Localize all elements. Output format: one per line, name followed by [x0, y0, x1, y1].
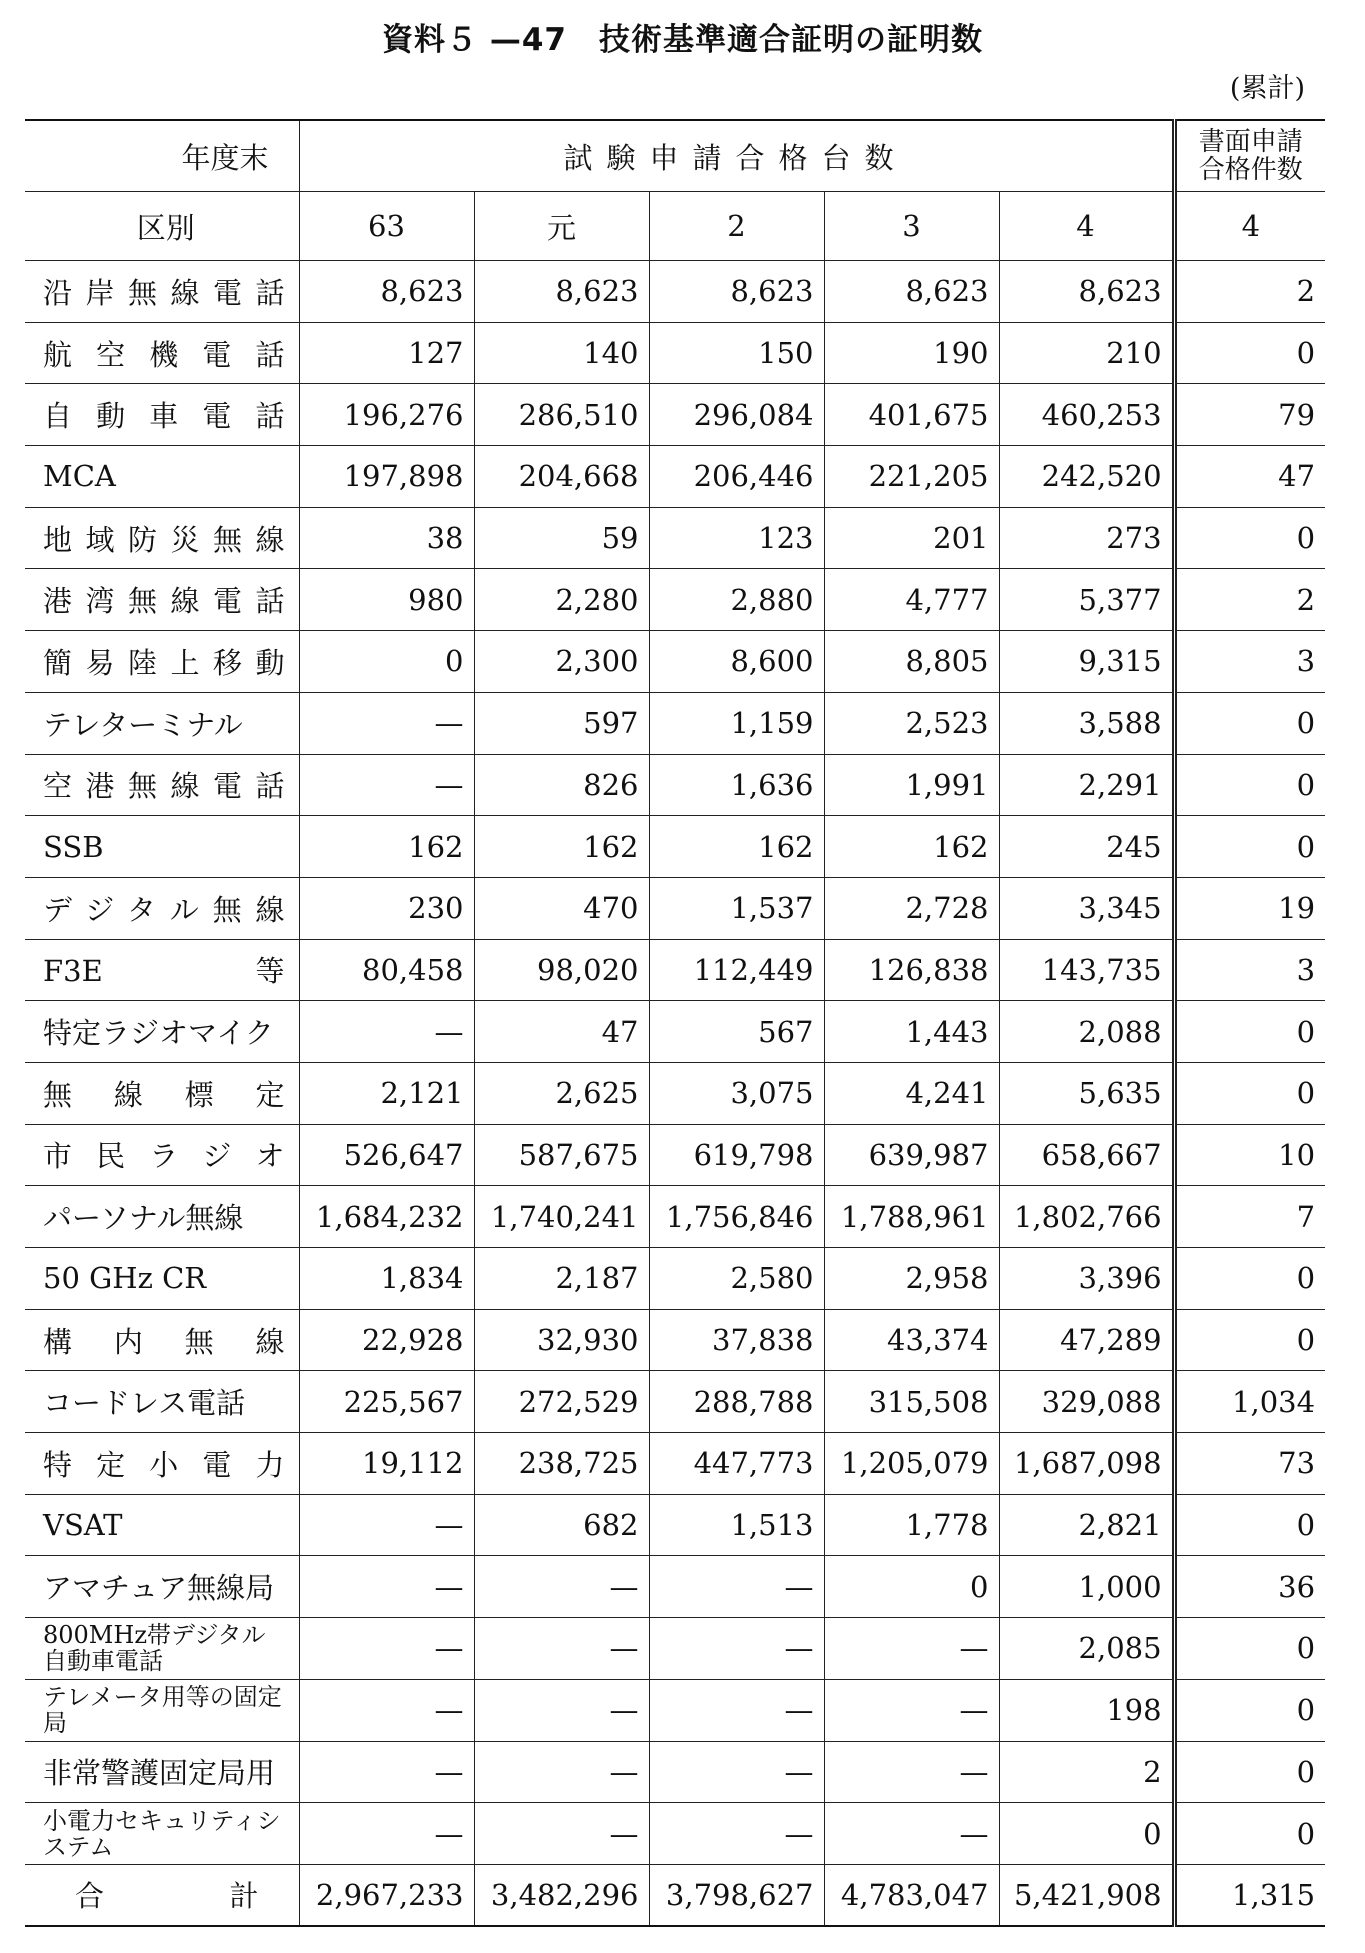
value-cell: 1,788,961: [824, 1186, 999, 1248]
value-cell: —: [824, 1741, 999, 1803]
value-cell: 639,987: [824, 1124, 999, 1186]
value-cell: 3,588: [999, 692, 1174, 754]
table-row: [25, 1001, 1325, 1063]
value-cell: 1,991: [824, 754, 999, 816]
value-cell: 3,075: [649, 1062, 824, 1124]
header-row-1: [25, 120, 1325, 192]
value-cell: 198: [999, 1679, 1174, 1741]
document-application-header-line1: 書面申請: [1198, 127, 1303, 157]
value-cell: 2,821: [999, 1494, 1174, 1556]
year-header: 2: [649, 192, 824, 261]
table-row: [25, 569, 1325, 631]
value-cell: 1,740,241: [474, 1186, 649, 1248]
value-cell: 3,396: [999, 1248, 1174, 1310]
value-cell: 5,377: [999, 569, 1174, 631]
document-count-cell: 0: [1174, 1062, 1325, 1124]
table-row: [25, 816, 1325, 878]
row-label: 沿岸無線電話: [25, 261, 299, 323]
row-label: 特定ラジオマイク: [25, 1001, 299, 1063]
test-application-header: 試験申請合格台数: [299, 120, 1174, 192]
value-cell: 0: [824, 1556, 999, 1618]
value-cell: 1,159: [649, 692, 824, 754]
row-label: アマチュア無線局: [25, 1556, 299, 1618]
value-cell: —: [299, 1803, 474, 1865]
document-count-cell: 0: [1174, 1803, 1325, 1865]
row-label: 地域防災無線: [25, 507, 299, 569]
value-cell: 2,958: [824, 1248, 999, 1310]
table-row: [25, 507, 1325, 569]
row-label: 航空機電話: [25, 322, 299, 384]
table-row: [25, 1556, 1325, 1618]
value-cell: 0: [999, 1803, 1174, 1865]
value-cell: 273: [999, 507, 1174, 569]
value-cell: 658,667: [999, 1124, 1174, 1186]
row-label: 無線標定: [25, 1062, 299, 1124]
value-cell: 196,276: [299, 384, 474, 446]
value-cell: —: [649, 1556, 824, 1618]
value-cell: 315,508: [824, 1371, 999, 1433]
document-count-cell: 0: [1174, 692, 1325, 754]
header-row-2: [25, 192, 1325, 261]
table-row: [25, 1248, 1325, 1310]
document-count-cell: 2: [1174, 261, 1325, 323]
document-count-cell: 47: [1174, 446, 1325, 508]
value-cell: 201: [824, 507, 999, 569]
value-cell: 190: [824, 322, 999, 384]
document-count-cell: 19: [1174, 877, 1325, 939]
value-cell: 1,834: [299, 1248, 474, 1310]
value-cell: 401,675: [824, 384, 999, 446]
value-cell: 2,291: [999, 754, 1174, 816]
year-header: 元: [474, 192, 649, 261]
year-end-header: 年度末: [25, 120, 299, 192]
category-header: 区別: [25, 192, 299, 261]
row-label: デジタル無線: [25, 877, 299, 939]
table-row: [25, 1618, 1325, 1680]
value-cell: 2,523: [824, 692, 999, 754]
value-cell: 296,084: [649, 384, 824, 446]
year-header: 4: [1174, 192, 1325, 261]
value-cell: 2,088: [999, 1001, 1174, 1063]
row-label: 小電力セキュリティシステム: [25, 1803, 299, 1865]
value-cell: 225,567: [299, 1371, 474, 1433]
document-count-cell: 7: [1174, 1186, 1325, 1248]
value-cell: 1,537: [649, 877, 824, 939]
value-cell: 447,773: [649, 1433, 824, 1495]
document-count-cell: 3: [1174, 631, 1325, 693]
total-cell: 2,967,233: [299, 1864, 474, 1926]
row-label: 空港無線電話: [25, 754, 299, 816]
certification-table: [25, 119, 1325, 1927]
row-label: SSB: [25, 816, 299, 878]
row-label: 50 GHz CR: [25, 1248, 299, 1310]
value-cell: 197,898: [299, 446, 474, 508]
row-label: VSAT: [25, 1494, 299, 1556]
value-cell: 98,020: [474, 939, 649, 1001]
value-cell: 2,280: [474, 569, 649, 631]
value-cell: —: [299, 1741, 474, 1803]
value-cell: —: [474, 1556, 649, 1618]
value-cell: —: [299, 1556, 474, 1618]
value-cell: 162: [299, 816, 474, 878]
document-count-cell: 0: [1174, 754, 1325, 816]
table-row: [25, 1679, 1325, 1741]
document-count-cell: 73: [1174, 1433, 1325, 1495]
document-count-cell: 0: [1174, 1248, 1325, 1310]
value-cell: 47,289: [999, 1309, 1174, 1371]
value-cell: —: [299, 1618, 474, 1680]
value-cell: 567: [649, 1001, 824, 1063]
value-cell: —: [299, 754, 474, 816]
value-cell: 162: [474, 816, 649, 878]
value-cell: 127: [299, 322, 474, 384]
total-cell: 4,783,047: [824, 1864, 999, 1926]
value-cell: 8,623: [299, 261, 474, 323]
value-cell: 8,623: [999, 261, 1174, 323]
document-count-cell: 0: [1174, 1001, 1325, 1063]
value-cell: 1,802,766: [999, 1186, 1174, 1248]
value-cell: 2,728: [824, 877, 999, 939]
table-row: [25, 1494, 1325, 1556]
total-label: 合計: [25, 1864, 299, 1926]
table-row: [25, 1371, 1325, 1433]
row-label: 構内無線: [25, 1309, 299, 1371]
row-label: 自動車電話: [25, 384, 299, 446]
value-cell: 0: [299, 631, 474, 693]
document-count-cell: 0: [1174, 322, 1325, 384]
table-row: [25, 1186, 1325, 1248]
value-cell: 1,756,846: [649, 1186, 824, 1248]
table-row: [25, 446, 1325, 508]
value-cell: 8,623: [824, 261, 999, 323]
value-cell: 47: [474, 1001, 649, 1063]
row-label: 港湾無線電話: [25, 569, 299, 631]
value-cell: —: [824, 1803, 999, 1865]
value-cell: 242,520: [999, 446, 1174, 508]
value-cell: —: [649, 1618, 824, 1680]
table-row: [25, 261, 1325, 323]
unit-note: (累計): [1229, 73, 1305, 104]
value-cell: —: [474, 1803, 649, 1865]
value-cell: 37,838: [649, 1309, 824, 1371]
document-count-cell: 1,034: [1174, 1371, 1325, 1433]
value-cell: 204,668: [474, 446, 649, 508]
value-cell: 2,085: [999, 1618, 1174, 1680]
value-cell: 9,315: [999, 631, 1174, 693]
row-label: コードレス電話: [25, 1371, 299, 1433]
value-cell: 245: [999, 816, 1174, 878]
total-cell: 3,798,627: [649, 1864, 824, 1926]
total-row: [25, 1864, 1325, 1926]
document-application-header: [1174, 120, 1325, 192]
value-cell: 206,446: [649, 446, 824, 508]
value-cell: —: [649, 1741, 824, 1803]
value-cell: —: [299, 692, 474, 754]
value-cell: 8,623: [474, 261, 649, 323]
value-cell: 526,647: [299, 1124, 474, 1186]
document-count-cell: 0: [1174, 1309, 1325, 1371]
value-cell: 221,205: [824, 446, 999, 508]
value-cell: —: [649, 1803, 824, 1865]
document-count-cell: 2: [1174, 569, 1325, 631]
document-count-cell: 0: [1174, 1618, 1325, 1680]
value-cell: 1,684,232: [299, 1186, 474, 1248]
table-row: [25, 877, 1325, 939]
table-row: [25, 692, 1325, 754]
value-cell: 19,112: [299, 1433, 474, 1495]
document-count-cell: 79: [1174, 384, 1325, 446]
value-cell: 2,300: [474, 631, 649, 693]
document-count-cell: 0: [1174, 1679, 1325, 1741]
value-cell: 329,088: [999, 1371, 1174, 1433]
value-cell: 59: [474, 507, 649, 569]
value-cell: 1,000: [999, 1556, 1174, 1618]
year-header: 3: [824, 192, 999, 261]
table-row: [25, 322, 1325, 384]
table-row: [25, 1803, 1325, 1865]
value-cell: 2,121: [299, 1062, 474, 1124]
table-row: [25, 384, 1325, 446]
value-cell: 3,345: [999, 877, 1174, 939]
document-count-cell: 0: [1174, 1494, 1325, 1556]
value-cell: 619,798: [649, 1124, 824, 1186]
table-row: [25, 1124, 1325, 1186]
value-cell: —: [824, 1618, 999, 1680]
value-cell: 123: [649, 507, 824, 569]
value-cell: 112,449: [649, 939, 824, 1001]
total-cell: 1,315: [1174, 1864, 1325, 1926]
total-cell: 5,421,908: [999, 1864, 1174, 1926]
value-cell: 587,675: [474, 1124, 649, 1186]
row-label: 非常警護固定局用: [25, 1741, 299, 1803]
value-cell: 4,241: [824, 1062, 999, 1124]
document-application-header-line2: 合格件数: [1198, 155, 1303, 185]
value-cell: 1,205,079: [824, 1433, 999, 1495]
value-cell: 2,580: [649, 1248, 824, 1310]
row-label: 簡易陸上移動: [25, 631, 299, 693]
table-row: [25, 939, 1325, 1001]
value-cell: 140: [474, 322, 649, 384]
value-cell: 1,513: [649, 1494, 824, 1556]
value-cell: 5,635: [999, 1062, 1174, 1124]
value-cell: 288,788: [649, 1371, 824, 1433]
total-cell: 3,482,296: [474, 1864, 649, 1926]
year-header: 4: [999, 192, 1174, 261]
value-cell: —: [474, 1679, 649, 1741]
value-cell: 8,623: [649, 261, 824, 323]
value-cell: —: [299, 1494, 474, 1556]
value-cell: 162: [649, 816, 824, 878]
document-count-cell: 0: [1174, 1741, 1325, 1803]
value-cell: —: [649, 1679, 824, 1741]
table-row: [25, 1741, 1325, 1803]
table-row: [25, 1433, 1325, 1495]
table-row: [25, 1309, 1325, 1371]
value-cell: 238,725: [474, 1433, 649, 1495]
value-cell: 22,928: [299, 1309, 474, 1371]
value-cell: 43,374: [824, 1309, 999, 1371]
value-cell: 1,778: [824, 1494, 999, 1556]
value-cell: 162: [824, 816, 999, 878]
row-label: パーソナル無線: [25, 1186, 299, 1248]
value-cell: 2,625: [474, 1062, 649, 1124]
document-count-cell: 0: [1174, 507, 1325, 569]
value-cell: 80,458: [299, 939, 474, 1001]
document-count-cell: 0: [1174, 816, 1325, 878]
value-cell: 8,805: [824, 631, 999, 693]
year-header: 63: [299, 192, 474, 261]
table-row: [25, 1062, 1325, 1124]
value-cell: 38: [299, 507, 474, 569]
value-cell: 470: [474, 877, 649, 939]
value-cell: 286,510: [474, 384, 649, 446]
row-label: テレターミナル: [25, 692, 299, 754]
row-label: 特定小電力: [25, 1433, 299, 1495]
value-cell: 143,735: [999, 939, 1174, 1001]
value-cell: 2,187: [474, 1248, 649, 1310]
value-cell: —: [474, 1618, 649, 1680]
value-cell: 826: [474, 754, 649, 816]
value-cell: 682: [474, 1494, 649, 1556]
document-title: 資料５ —47 技術基準適合証明の証明数: [382, 22, 983, 58]
row-label: 市民ラジオ: [25, 1124, 299, 1186]
document-count-cell: 10: [1174, 1124, 1325, 1186]
value-cell: 460,253: [999, 384, 1174, 446]
table-row: [25, 754, 1325, 816]
value-cell: —: [474, 1741, 649, 1803]
value-cell: 980: [299, 569, 474, 631]
value-cell: 597: [474, 692, 649, 754]
value-cell: —: [299, 1679, 474, 1741]
value-cell: 126,838: [824, 939, 999, 1001]
value-cell: 32,930: [474, 1309, 649, 1371]
value-cell: 2,880: [649, 569, 824, 631]
value-cell: 210: [999, 322, 1174, 384]
document-count-cell: 3: [1174, 939, 1325, 1001]
document-count-cell: 36: [1174, 1556, 1325, 1618]
value-cell: 230: [299, 877, 474, 939]
value-cell: 8,600: [649, 631, 824, 693]
value-cell: 272,529: [474, 1371, 649, 1433]
table-row: [25, 631, 1325, 693]
value-cell: —: [299, 1001, 474, 1063]
value-cell: 150: [649, 322, 824, 384]
value-cell: 2: [999, 1741, 1174, 1803]
value-cell: 4,777: [824, 569, 999, 631]
row-label: 800MHz帯デジタル自動車電話: [25, 1618, 299, 1680]
row-label: MCA: [25, 446, 299, 508]
value-cell: 1,443: [824, 1001, 999, 1063]
row-label: F3E等: [25, 939, 299, 1001]
value-cell: —: [824, 1679, 999, 1741]
row-label: テレメータ用等の固定局: [25, 1679, 299, 1741]
value-cell: 1,687,098: [999, 1433, 1174, 1495]
value-cell: 1,636: [649, 754, 824, 816]
